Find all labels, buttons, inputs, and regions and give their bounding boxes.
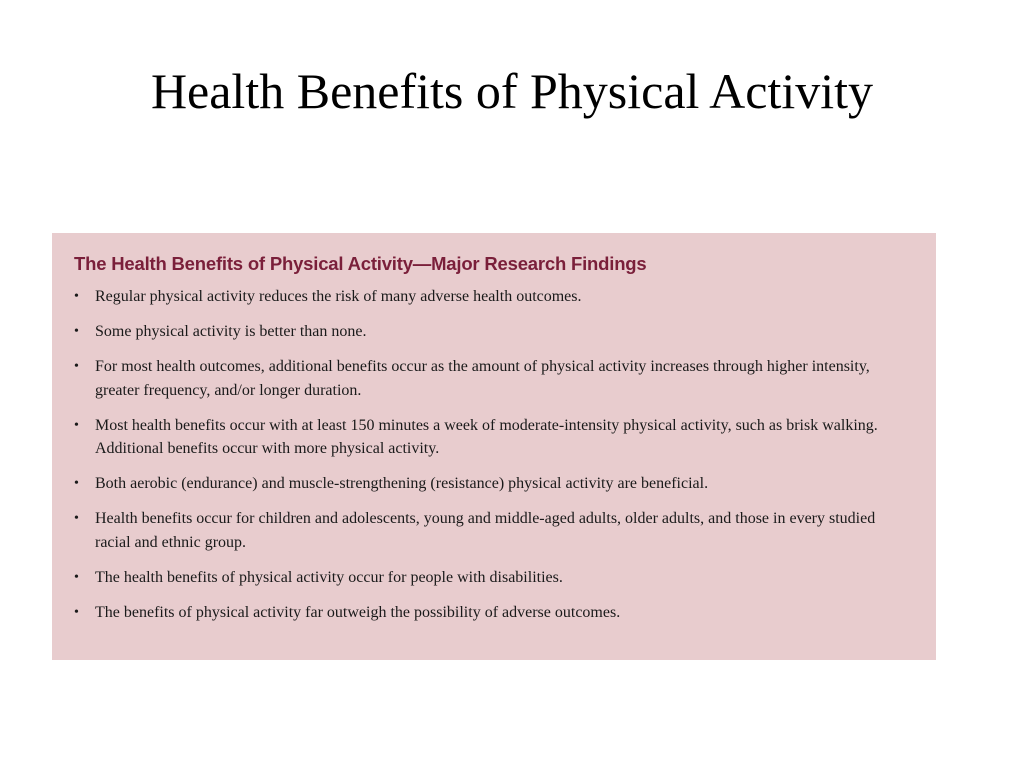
slide-title: Health Benefits of Physical Activity [150,63,874,119]
findings-list [74,285,914,624]
bullet-icon: • [74,511,79,526]
finding-text: Most health benefits occur with at least 150 minutes a week of moderate-intensity physical activity, such as brisk walking. Additional benefits occur with more physical activity. [95,416,878,457]
finding-text: The health benefits of physical activity occur for people with disabilities. [95,568,563,586]
bullet-icon: • [74,324,79,339]
findings-box [52,233,936,660]
bullet-icon: • [74,417,79,433]
bullet-icon: • [74,476,79,491]
bullet-icon: • [74,359,79,374]
finding-item [74,472,914,496]
finding-item [74,285,914,309]
finding-item [74,355,914,402]
findings-heading: The Health Benefits of Physical Activity—Major Research Findings [74,253,647,274]
finding-text: Some physical activity is better than none. [95,323,367,340]
finding-item [74,566,914,590]
finding-text: Regular physical activity reduces the risk of many adverse health outcomes. [95,288,582,305]
finding-text: Both aerobic (endurance) and muscle-strengthening (resistance) physical activity are beneficial. [95,475,709,492]
bullet-icon: • [74,604,79,620]
bullet-icon: • [74,569,79,585]
finding-text: Health benefits occur for children and adolescents, young and middle-aged adults, older adults, and those in every studied racial and ethnic group. [95,510,876,551]
finding-item [74,320,914,344]
finding-item [74,601,914,625]
finding-text: The benefits of physical activity far outweigh the possibility of adverse outcomes. [95,603,621,621]
bullet-icon: • [74,289,79,304]
finding-text: For most health outcomes, additional benefits occur as the amount of physical activity increases through higher intensity, greater frequency, and/or longer duration. [95,358,870,399]
finding-item [74,414,914,461]
finding-item [74,507,914,554]
